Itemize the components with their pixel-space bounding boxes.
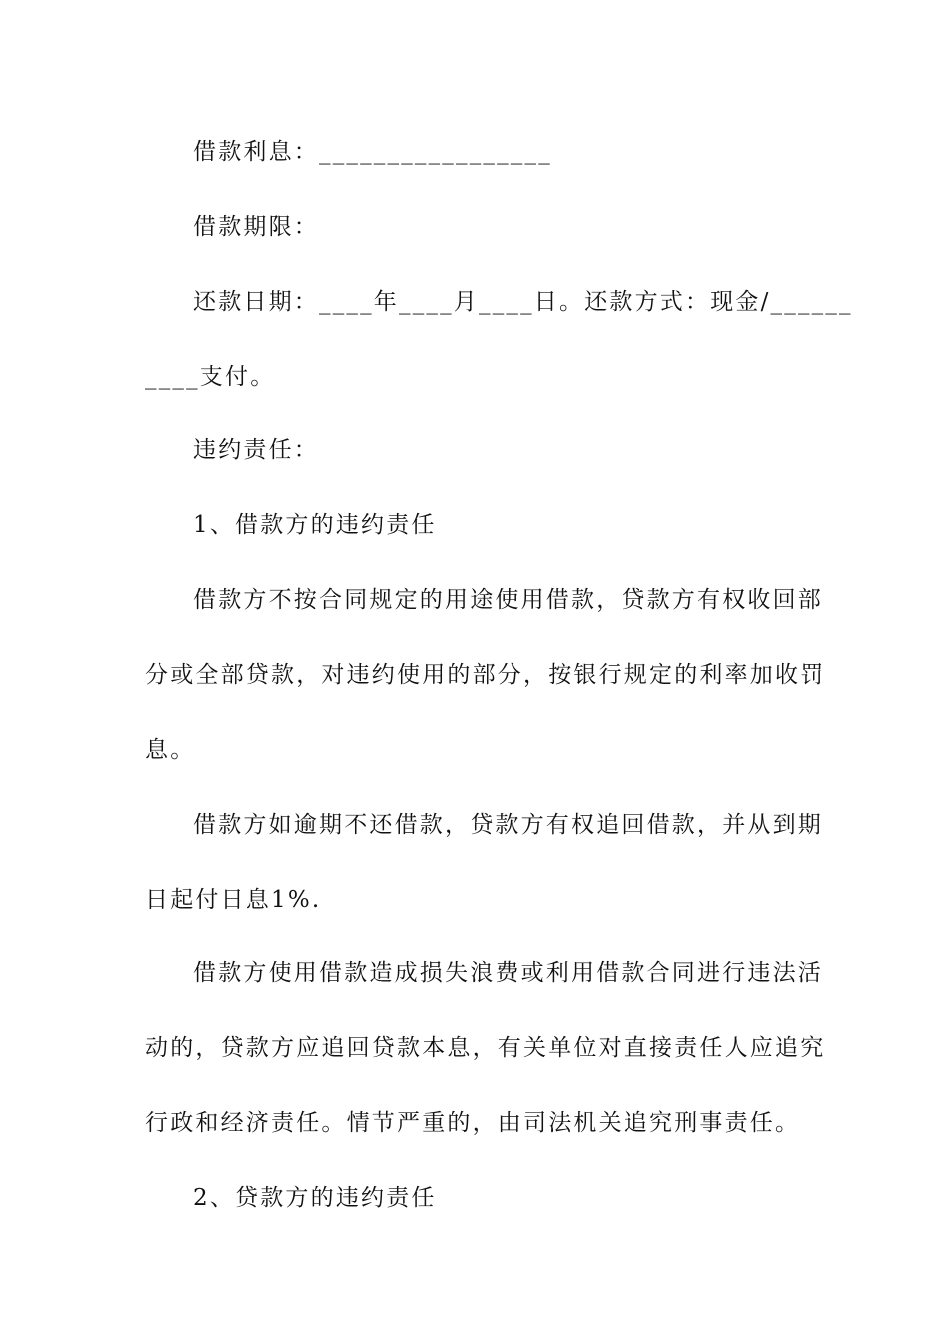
paragraph-3-line-3: 行政和经济责任。情节严重的，由司法机关追究刑事责任。 (145, 1110, 801, 1136)
paragraph-1-line-2: 分或全部贷款，对违约使用的部分，按银行规定的利率加收罚 (145, 662, 826, 688)
payment-method-line: ____支付。 (145, 364, 276, 390)
lender-liability-heading: 2、贷款方的违约责任 (193, 1185, 437, 1211)
paragraph-1-line-1: 借款方不按合同规定的用途使用借款，贷款方有权收回部 (193, 587, 823, 613)
borrower-liability-heading: 1、借款方的违约责任 (193, 512, 437, 538)
paragraph-1-line-3: 息。 (145, 737, 196, 763)
paragraph-2-line-1: 借款方如逾期不还借款，贷款方有权追回借款，并从到期 (193, 812, 823, 838)
loan-interest-line: 借款利息：_________________ (193, 139, 552, 165)
breach-liability-heading: 违约责任： (193, 437, 319, 463)
paragraph-2-line-2: 日起付日息1%. (145, 887, 322, 913)
loan-term-line: 借款期限： (193, 214, 319, 240)
paragraph-3-line-1: 借款方使用借款造成损失浪费或利用借款合同进行违法活 (193, 960, 823, 986)
repayment-date-line: 还款日期：____年____月____日。还款方式：现金/______ (193, 289, 853, 315)
paragraph-3-line-2: 动的，贷款方应追回贷款本息，有关单位对直接责任人应追究 (145, 1035, 826, 1061)
